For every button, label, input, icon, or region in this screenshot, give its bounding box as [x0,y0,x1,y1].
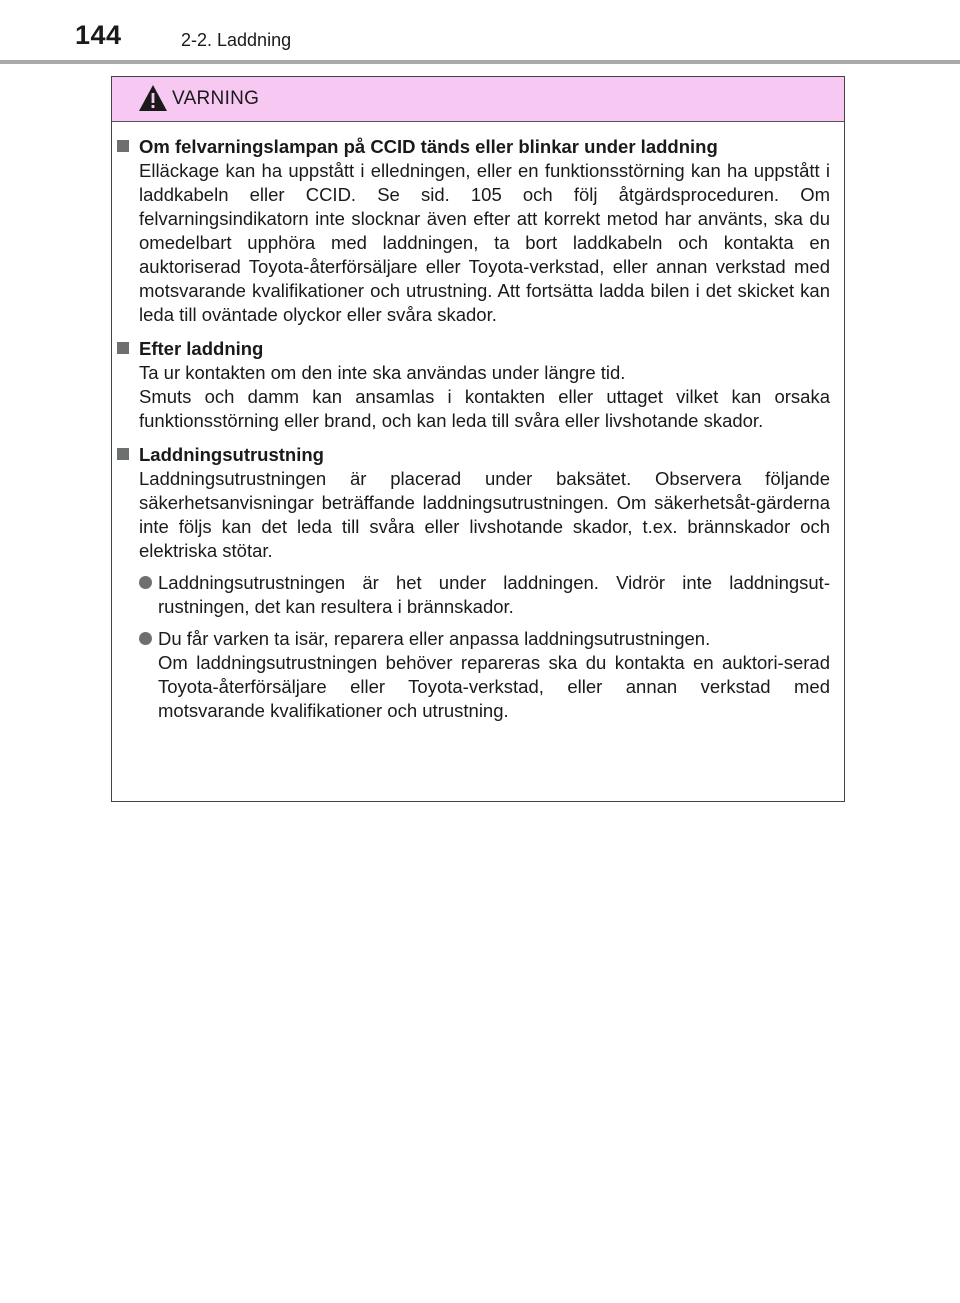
list-item-text: Laddningsutrustningen är het under laddningen. Vidrör inte laddningsut-rustningen, det kan resultera i brännskador. [158,572,830,617]
paragraph: Smuts och damm kan ansamlas i kontakten eller uttaget vilket kan orsaka funktionsstörning eller brand, och kan leda till svåra eller livshotande skador. [139,386,830,431]
round-bullet-icon [139,576,152,589]
section-heading-text: Efter laddning [139,338,264,359]
section-ccid-warning [112,135,844,327]
section-heading [112,135,844,159]
round-bullet-icon [139,632,152,645]
warning-header [112,77,844,122]
warning-title: VARNING [172,88,260,109]
section-charging-equipment [112,443,844,723]
list-item [112,627,844,723]
section-title: 2-2. Laddning [181,30,292,50]
square-bullet-icon [117,140,129,152]
list-item-text: Du får varken ta isär, reparera eller anpassa laddningsutrustningen. [158,628,711,649]
square-bullet-icon [117,342,129,354]
warning-triangle-icon [138,84,168,112]
warning-box [111,76,845,802]
page-number: 144 [75,20,122,50]
section-heading [112,443,844,467]
section-heading-text: Om felvarningslampan på CCID tänds eller blinkar under laddning [139,136,718,157]
section-after-charging [112,337,844,433]
paragraph: Ta ur kontakten om den inte ska användas under längre tid. [139,362,626,383]
warning-body [112,135,844,733]
section-heading-text: Laddningsutrustning [139,444,324,465]
paragraph: Laddningsutrustningen är placerad under baksätet. Observera följande säkerhetsanvisningar beträffande laddningsutrustningen. Om säkerhetsåt-gärderna inte följs kan det leda till svåra eller livshotande skador, t.ex. brännskador och elektriska stötar. [139,468,830,561]
list-item [112,571,844,619]
header-rule [0,60,960,64]
square-bullet-icon [117,448,129,460]
page-header [0,0,960,66]
paragraph: Elläckage kan ha uppstått i elledningen, eller en funktionsstörning kan ha uppstått i laddkabeln eller CCID. Se sid. 105 och följ åtgärdsproceduren. Om felvarningsindikatorn inte slocknar även efter att korrekt metod har använts, ska du omedelbart upphöra med laddningen, ta bort laddkabeln och kontakta en auktoriserad Toyota-återförsäljare eller Toyota-verkstad, eller annan verkstad med motsvarande kvalifikationer och utrustning. Att fortsätta ladda bilen i det skicket kan leda till oväntade olyckor eller svåra skador. [139,160,830,325]
list-item-text: Om laddningsutrustningen behöver repareras ska du kontakta en auktori-serad Toyota-återförsäljare eller Toyota-verkstad, eller annan verkstad med motsvarande kvalifikationer och utrustning. [158,652,830,721]
section-heading [112,337,844,361]
